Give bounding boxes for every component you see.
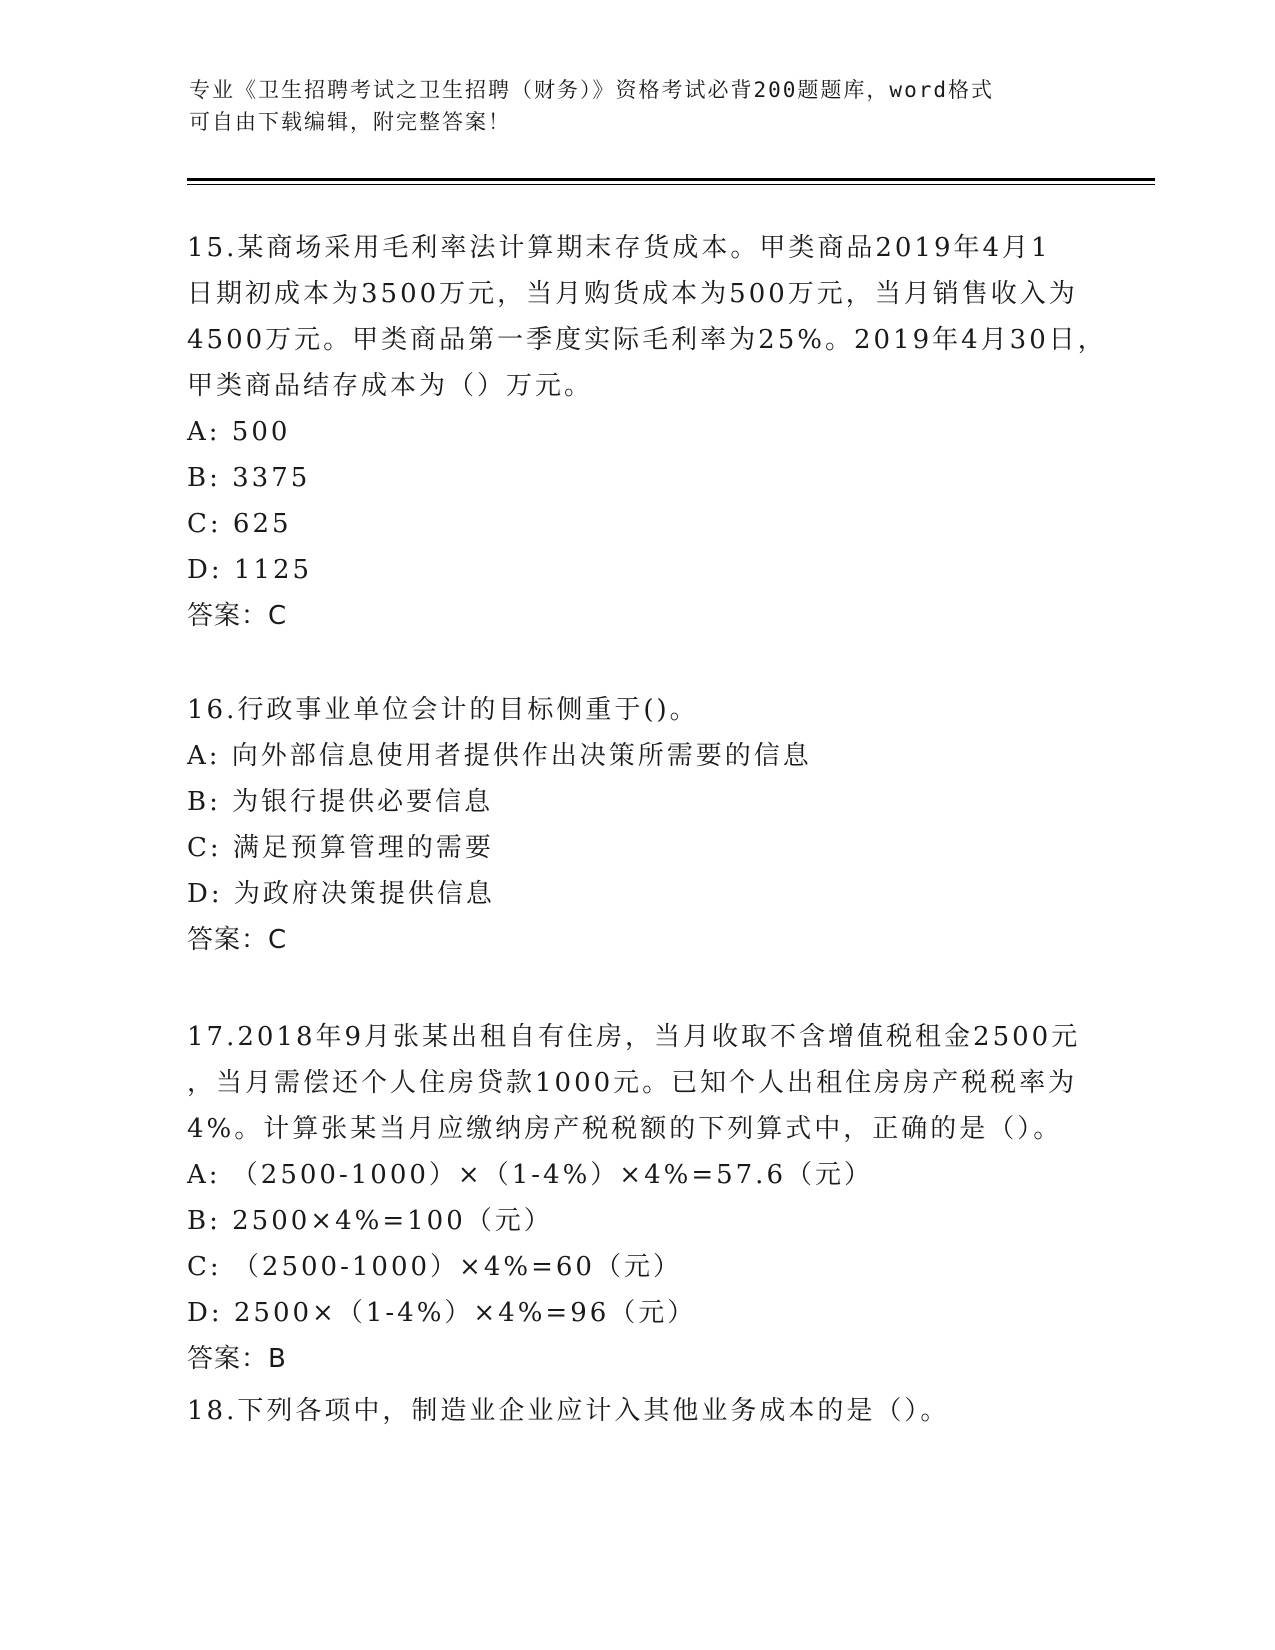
header-title-line-2: 可自由下载编辑，附完整答案！ — [189, 110, 511, 134]
question-stem-line: 17.2018年9月张某出租自有住房，当月收取不含增值税租金2500元 — [187, 1022, 1081, 1052]
question-stem-line: 日期初成本为3500万元，当月购货成本为500万元，当月销售收入为 — [187, 279, 1078, 309]
header-divider-thin — [187, 184, 1155, 185]
header-title-line-1: 专业《卫生招聘考试之卫生招聘（财务）》资格考试必背200题题库，word格式 — [189, 78, 994, 102]
question-stem-line: ，当月需偿还个人住房贷款1000元。已知个人出租住房房产税税率为 — [187, 1068, 1078, 1098]
question-stem-line: 4500万元。甲类商品第一季度实际毛利率为25%。2019年4月30日， — [187, 325, 1107, 355]
option-a: A: （2500-1000）×（1-4%）×4%=57.6（元） — [187, 1160, 873, 1190]
document-header — [189, 74, 1069, 138]
question-stem-line: 16.行政事业单位会计的目标侧重于()。 — [187, 695, 699, 725]
option-d: D: 为政府决策提供信息 — [187, 879, 495, 909]
question-stem-line: 4%。计算张某当月应缴纳房产税税额的下列算式中，正确的是（）。 — [187, 1114, 1063, 1144]
answer-label: 答案：B — [187, 1344, 287, 1374]
option-b: B: 2500×4%=100（元） — [187, 1206, 553, 1236]
question-15 — [187, 225, 1107, 639]
question-17 — [187, 1014, 1087, 1382]
option-c: C: 625 — [187, 509, 292, 539]
option-d: D: 1125 — [187, 555, 313, 585]
answer-label: 答案：C — [187, 925, 288, 955]
option-b: B: 3375 — [187, 463, 311, 493]
question-18 — [187, 1388, 1087, 1434]
question-stem-line: 15.某商场采用毛利率法计算期末存货成本。甲类商品2019年4月1 — [187, 233, 1051, 263]
question-stem-line: 18.下列各项中，制造业企业应计入其他业务成本的是（）。 — [187, 1396, 950, 1426]
option-d: D: 2500×（1-4%）×4%=96（元） — [187, 1298, 697, 1328]
option-a: A: 500 — [187, 417, 291, 447]
answer-label: 答案：C — [187, 601, 288, 631]
question-stem-line: 甲类商品结存成本为（）万元。 — [187, 371, 594, 401]
option-b: B: 为银行提供必要信息 — [187, 787, 494, 817]
option-c: C: （2500-1000）×4%=60（元） — [187, 1252, 682, 1282]
option-a: A: 向外部信息使用者提供作出决策所需要的信息 — [187, 741, 812, 771]
question-16 — [187, 687, 1087, 963]
header-divider-thick — [187, 178, 1155, 181]
option-c: C: 满足预算管理的需要 — [187, 833, 494, 863]
